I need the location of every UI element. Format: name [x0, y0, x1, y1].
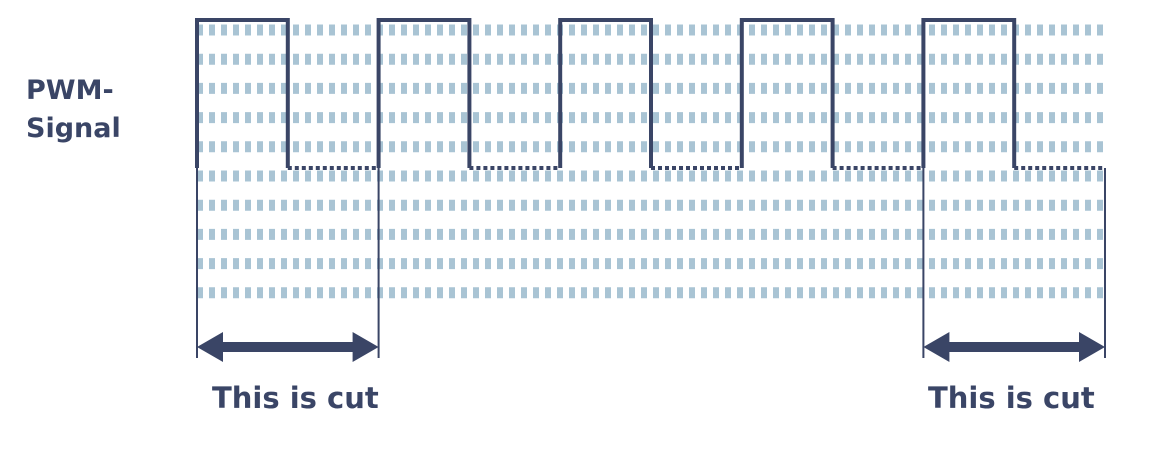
cut-arrow [197, 332, 379, 362]
signal-label-line2: Signal [26, 113, 121, 144]
cut-arrow [923, 332, 1105, 362]
cut-label-left: This is cut [212, 381, 379, 415]
cut-label-right: This is cut [928, 381, 1095, 415]
cut-arrows [197, 332, 1105, 362]
signal-label [26, 72, 136, 148]
signal-label-line1: PWM- [26, 75, 114, 106]
